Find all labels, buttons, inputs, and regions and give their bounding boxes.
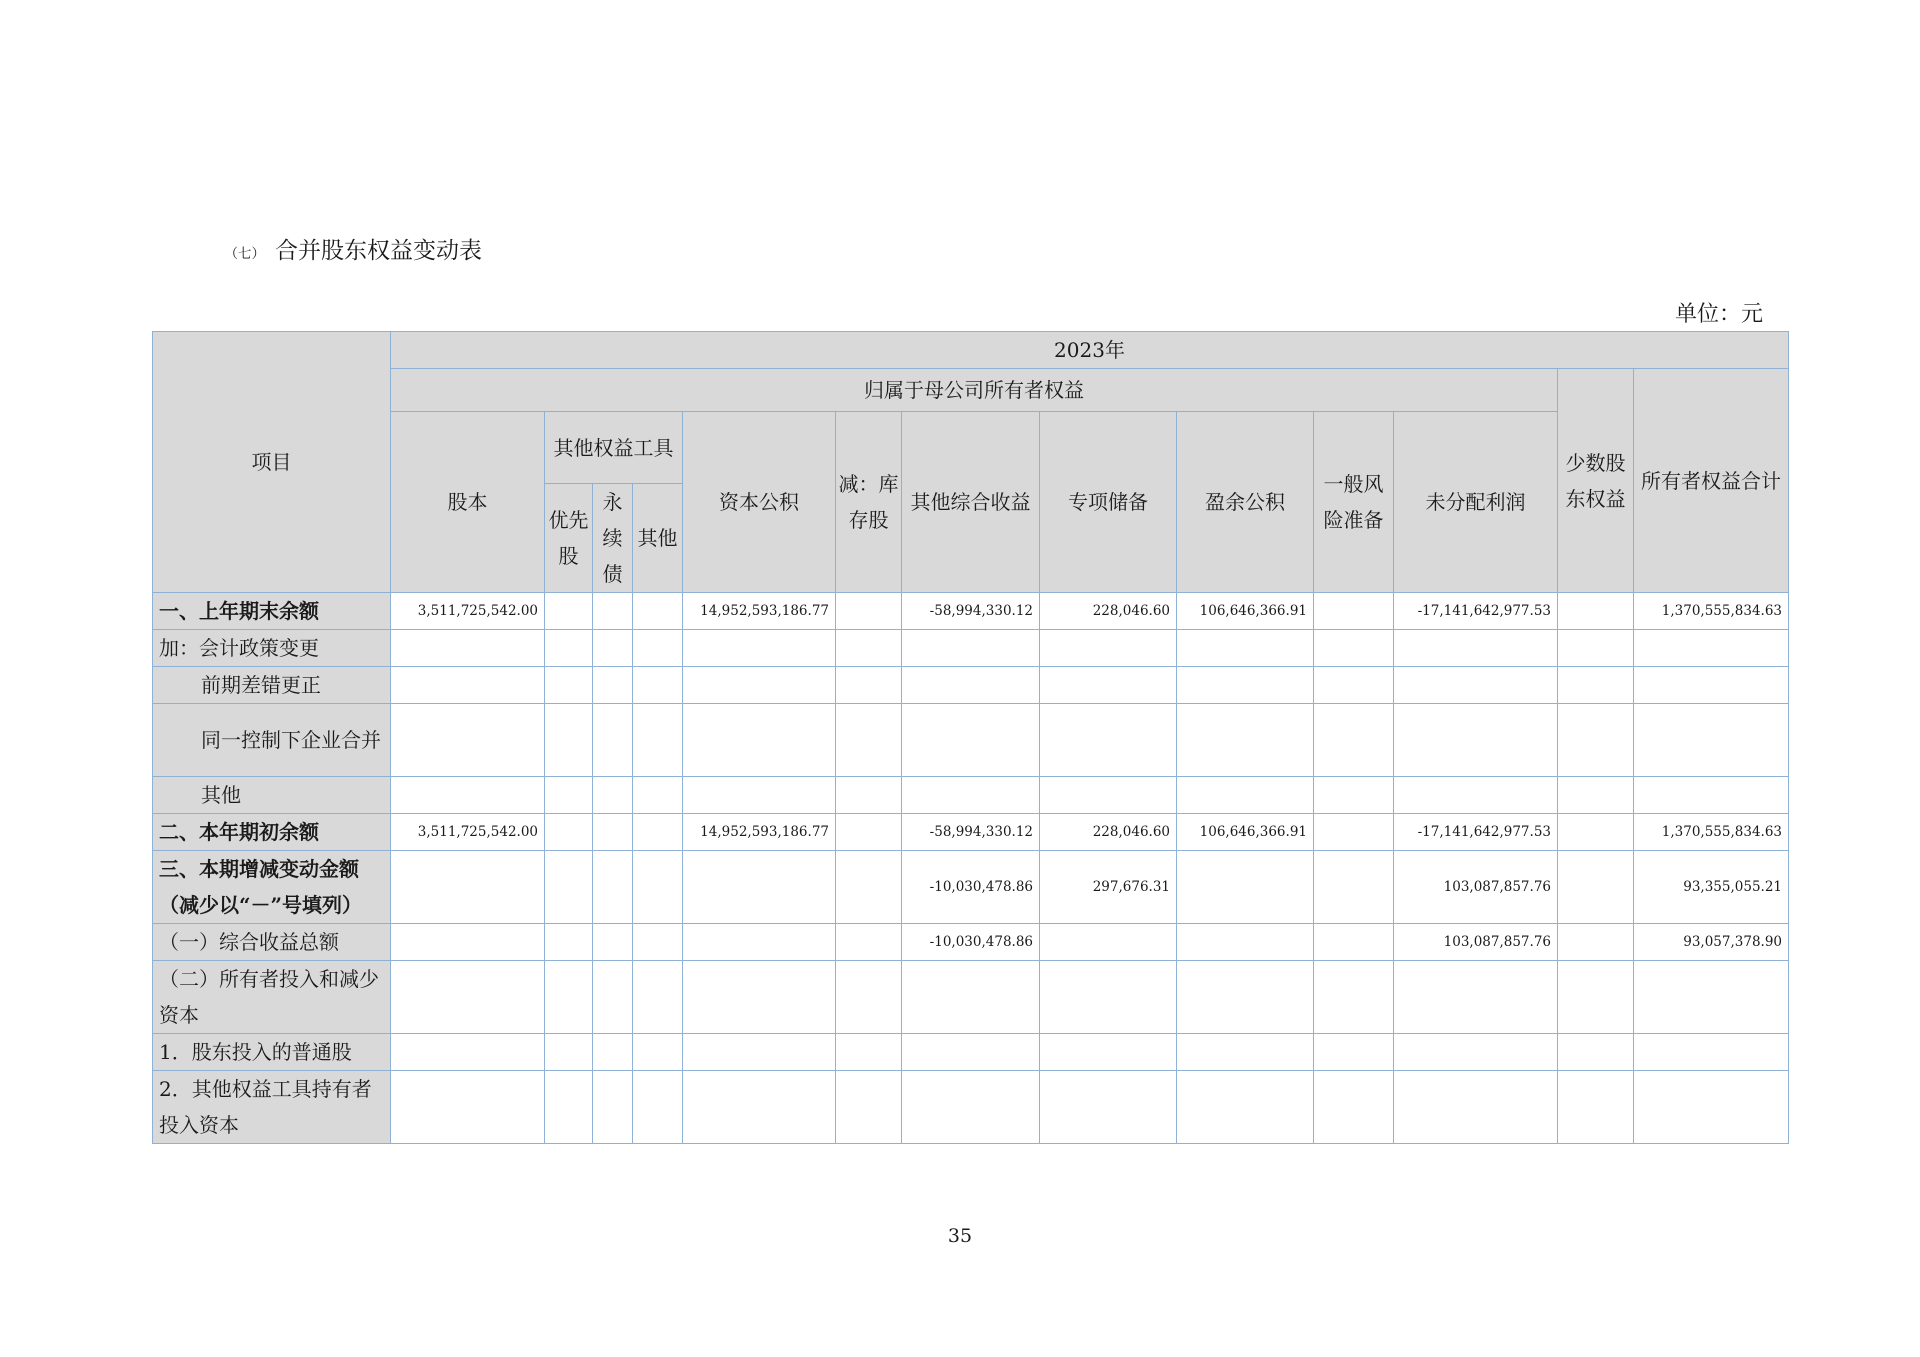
- value-cell: -10,030,478.86: [902, 851, 1040, 924]
- value-cell: [1177, 777, 1314, 814]
- value-cell: 3,511,725,542.00: [391, 593, 545, 630]
- value-cell: [1394, 777, 1558, 814]
- value-cell: [1634, 1071, 1789, 1144]
- value-cell: [1558, 851, 1634, 924]
- value-cell: [593, 667, 633, 704]
- header-special-reserve: 专项储备: [1040, 412, 1177, 593]
- value-cell: [633, 593, 683, 630]
- value-cell: [1040, 1034, 1177, 1071]
- value-cell: [1558, 1034, 1634, 1071]
- section-heading: 合并股东权益变动表: [275, 238, 482, 264]
- value-cell: [1394, 961, 1558, 1034]
- value-cell: [1040, 630, 1177, 667]
- value-cell: [545, 704, 593, 777]
- value-cell: [1558, 777, 1634, 814]
- value-cell: 103,087,857.76: [1394, 851, 1558, 924]
- value-cell: 14,952,593,186.77: [683, 593, 836, 630]
- value-cell: [902, 961, 1040, 1034]
- row-label: （一）综合收益总额: [153, 924, 391, 961]
- unit-label: 单位：元: [1674, 302, 1763, 327]
- value-cell: [836, 777, 902, 814]
- value-cell: [545, 961, 593, 1034]
- value-cell: [836, 667, 902, 704]
- value-cell: [902, 1071, 1040, 1144]
- value-cell: [391, 704, 545, 777]
- value-cell: [1177, 630, 1314, 667]
- value-cell: [545, 593, 593, 630]
- header-total-equity: 所有者权益合计: [1634, 369, 1789, 593]
- header-capital-reserve: 资本公积: [683, 412, 836, 593]
- value-cell: [593, 851, 633, 924]
- value-cell: [1177, 924, 1314, 961]
- value-cell: [593, 593, 633, 630]
- value-cell: [683, 667, 836, 704]
- value-cell: [1634, 1034, 1789, 1071]
- value-cell: [1634, 630, 1789, 667]
- table-row: [153, 924, 1789, 961]
- header-year: 2023年: [391, 332, 1789, 369]
- value-cell: [593, 630, 633, 667]
- value-cell: [836, 814, 902, 851]
- row-label: 二、本年期初余额: [153, 814, 391, 851]
- value-cell: [1634, 667, 1789, 704]
- value-cell: [545, 777, 593, 814]
- table-row: [153, 851, 1789, 924]
- value-cell: [902, 704, 1040, 777]
- value-cell: [633, 667, 683, 704]
- value-cell: [593, 1034, 633, 1071]
- value-cell: [836, 1071, 902, 1144]
- value-cell: [1558, 924, 1634, 961]
- value-cell: 106,646,366.91: [1177, 593, 1314, 630]
- header-minority-interest: 少数股东权益: [1558, 369, 1634, 593]
- value-cell: [545, 667, 593, 704]
- value-cell: [633, 777, 683, 814]
- value-cell: [545, 1034, 593, 1071]
- value-cell: [545, 630, 593, 667]
- table-row: [153, 961, 1789, 1034]
- value-cell: [391, 777, 545, 814]
- value-cell: 228,046.60: [1040, 593, 1177, 630]
- value-cell: [1314, 667, 1394, 704]
- value-cell: [593, 961, 633, 1034]
- value-cell: [1177, 704, 1314, 777]
- table-body: [153, 593, 1789, 1144]
- row-label: （二）所有者投入和减少资本: [153, 961, 391, 1034]
- page-number: 35: [947, 1225, 973, 1247]
- row-label: 三、本期增减变动金额（减少以“－”号填列）: [153, 851, 391, 924]
- row-label: 1．股东投入的普通股: [153, 1034, 391, 1071]
- value-cell: [902, 630, 1040, 667]
- row-label: 其他: [153, 777, 391, 814]
- value-cell: [1558, 630, 1634, 667]
- header-other-equity-instruments: 其他权益工具: [545, 412, 683, 484]
- value-cell: [836, 851, 902, 924]
- value-cell: 1,370,555,834.63: [1634, 814, 1789, 851]
- header-undistributed-profit: 未分配利润: [1394, 412, 1558, 593]
- section-title: [163, 232, 482, 265]
- value-cell: [902, 667, 1040, 704]
- value-cell: [633, 1071, 683, 1144]
- value-cell: [545, 814, 593, 851]
- value-cell: 228,046.60: [1040, 814, 1177, 851]
- header-general-risk-reserve: 一般风险准备: [1314, 412, 1394, 593]
- value-cell: [1314, 924, 1394, 961]
- value-cell: [593, 777, 633, 814]
- value-cell: -17,141,642,977.53: [1394, 593, 1558, 630]
- value-cell: [1558, 1071, 1634, 1144]
- value-cell: [545, 924, 593, 961]
- value-cell: [683, 851, 836, 924]
- value-cell: [1558, 961, 1634, 1034]
- value-cell: [593, 1071, 633, 1144]
- value-cell: -10,030,478.86: [902, 924, 1040, 961]
- value-cell: [683, 924, 836, 961]
- value-cell: [1314, 777, 1394, 814]
- value-cell: [391, 961, 545, 1034]
- value-cell: [683, 961, 836, 1034]
- value-cell: [1177, 1034, 1314, 1071]
- value-cell: [836, 593, 902, 630]
- section-number: （七）: [224, 246, 265, 262]
- table-row: [153, 593, 1789, 630]
- value-cell: -17,141,642,977.53: [1394, 814, 1558, 851]
- value-cell: [1558, 704, 1634, 777]
- value-cell: [633, 851, 683, 924]
- value-cell: [683, 1034, 836, 1071]
- value-cell: 106,646,366.91: [1177, 814, 1314, 851]
- value-cell: [545, 851, 593, 924]
- value-cell: [683, 704, 836, 777]
- header-surplus-reserve: 盈余公积: [1177, 412, 1314, 593]
- header-parent-equity: 归属于母公司所有者权益: [391, 369, 1558, 412]
- table-row: [153, 777, 1789, 814]
- row-label: 一、上年期末余额: [153, 593, 391, 630]
- value-cell: [391, 667, 545, 704]
- value-cell: [1634, 777, 1789, 814]
- value-cell: [1314, 851, 1394, 924]
- value-cell: 297,676.31: [1040, 851, 1177, 924]
- value-cell: [391, 1034, 545, 1071]
- value-cell: [1040, 704, 1177, 777]
- value-cell: [633, 961, 683, 1034]
- value-cell: 103,087,857.76: [1394, 924, 1558, 961]
- value-cell: [1558, 593, 1634, 630]
- value-cell: [633, 704, 683, 777]
- value-cell: [1177, 1071, 1314, 1144]
- value-cell: 3,511,725,542.00: [391, 814, 545, 851]
- value-cell: [902, 1034, 1040, 1071]
- value-cell: 14,952,593,186.77: [683, 814, 836, 851]
- table-row: [153, 1034, 1789, 1071]
- value-cell: [836, 961, 902, 1034]
- value-cell: 93,057,378.90: [1634, 924, 1789, 961]
- value-cell: [633, 814, 683, 851]
- value-cell: [1314, 814, 1394, 851]
- value-cell: [1314, 1071, 1394, 1144]
- row-label: 前期差错更正: [153, 667, 391, 704]
- value-cell: [1314, 630, 1394, 667]
- value-cell: [1558, 667, 1634, 704]
- header-preferred-stock: 优先股: [545, 484, 593, 593]
- value-cell: [1394, 667, 1558, 704]
- table-row: [153, 630, 1789, 667]
- equity-change-table: [152, 331, 1789, 1144]
- table-row: [153, 814, 1789, 851]
- value-cell: [633, 924, 683, 961]
- value-cell: [633, 630, 683, 667]
- value-cell: [683, 630, 836, 667]
- value-cell: [683, 1071, 836, 1144]
- value-cell: [1177, 851, 1314, 924]
- value-cell: -58,994,330.12: [902, 593, 1040, 630]
- value-cell: [391, 630, 545, 667]
- value-cell: [836, 630, 902, 667]
- row-label: 同一控制下企业合并: [153, 704, 391, 777]
- value-cell: [683, 777, 836, 814]
- header-item: 项目: [153, 332, 391, 593]
- value-cell: [902, 777, 1040, 814]
- value-cell: [593, 814, 633, 851]
- value-cell: [1040, 961, 1177, 1034]
- table-row: [153, 667, 1789, 704]
- value-cell: 93,355,055.21: [1634, 851, 1789, 924]
- value-cell: [1040, 777, 1177, 814]
- value-cell: 1,370,555,834.63: [1634, 593, 1789, 630]
- value-cell: [593, 924, 633, 961]
- table-row: [153, 704, 1789, 777]
- value-cell: [391, 924, 545, 961]
- value-cell: [836, 924, 902, 961]
- row-label: 加：会计政策变更: [153, 630, 391, 667]
- value-cell: [391, 851, 545, 924]
- value-cell: [1314, 961, 1394, 1034]
- value-cell: [1314, 593, 1394, 630]
- value-cell: [1177, 961, 1314, 1034]
- value-cell: [1394, 1034, 1558, 1071]
- value-cell: [1314, 1034, 1394, 1071]
- value-cell: [836, 1034, 902, 1071]
- value-cell: [1040, 924, 1177, 961]
- value-cell: [1040, 667, 1177, 704]
- value-cell: [545, 1071, 593, 1144]
- value-cell: [1040, 1071, 1177, 1144]
- header-other-comprehensive-income: 其他综合收益: [902, 412, 1040, 593]
- table-row: [153, 1071, 1789, 1144]
- header-other-instruments: 其他: [633, 484, 683, 593]
- value-cell: [633, 1034, 683, 1071]
- header-perpetual-bonds: 永续债: [593, 484, 633, 593]
- header-treasury-stock: 减：库存股: [836, 412, 902, 593]
- value-cell: [1314, 704, 1394, 777]
- value-cell: [1394, 704, 1558, 777]
- value-cell: [391, 1071, 545, 1144]
- value-cell: [593, 704, 633, 777]
- value-cell: [1394, 630, 1558, 667]
- value-cell: [1634, 961, 1789, 1034]
- table-header: [153, 332, 1789, 593]
- value-cell: [1558, 814, 1634, 851]
- value-cell: [836, 704, 902, 777]
- value-cell: [1177, 667, 1314, 704]
- value-cell: [1634, 704, 1789, 777]
- header-share-capital: 股本: [391, 412, 545, 593]
- row-label: 2．其他权益工具持有者投入资本: [153, 1071, 391, 1144]
- value-cell: [1394, 1071, 1558, 1144]
- value-cell: -58,994,330.12: [902, 814, 1040, 851]
